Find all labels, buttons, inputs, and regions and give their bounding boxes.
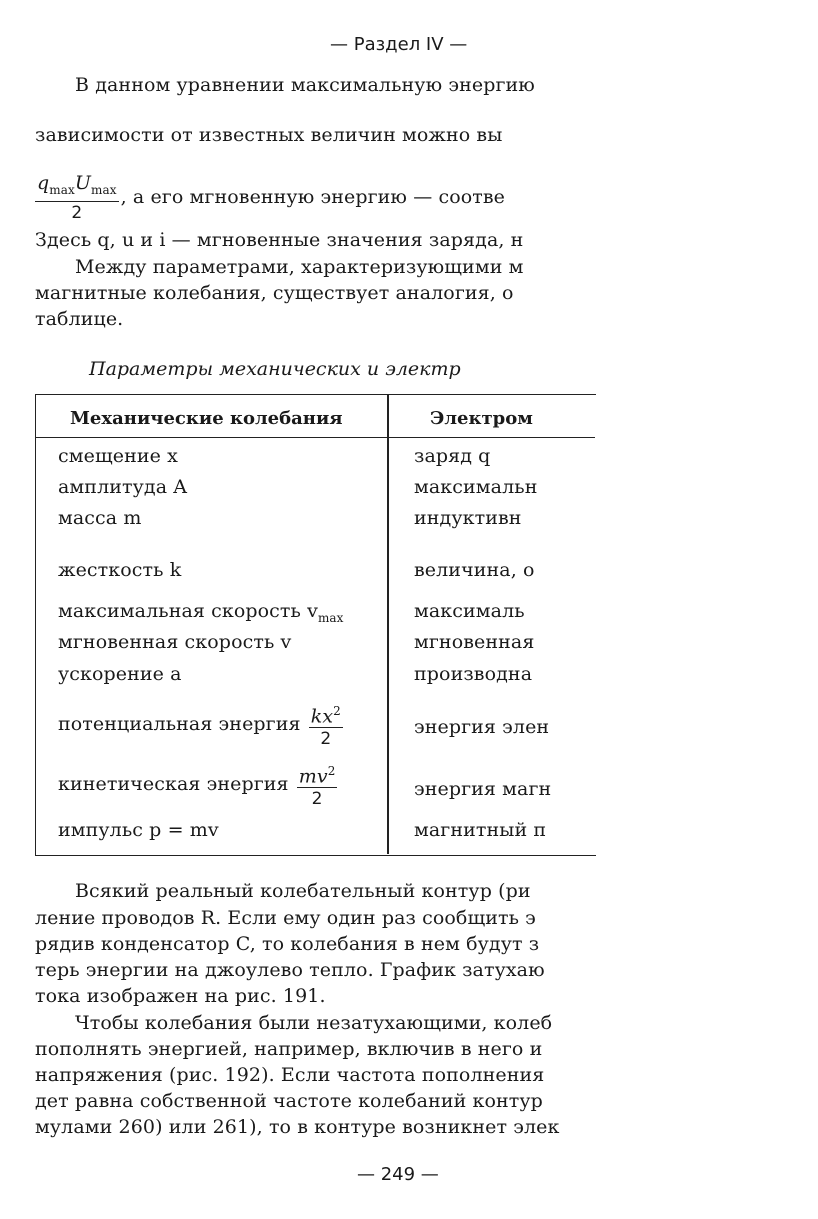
body-line: пополнять энергией, например, включив в него и <box>35 1038 543 1060</box>
table-row-left: смещение x <box>58 445 178 467</box>
intro-line-5: Между параметрами, характеризующими м <box>75 256 524 278</box>
body-line: терь энергии на джоулево тепло. График затухаю <box>35 959 545 981</box>
table-row-right: максимальн <box>414 476 538 498</box>
table-row-left: импульс p = mv <box>58 819 219 841</box>
body-line: дет равна собственной частоте колебаний контур <box>35 1090 543 1112</box>
intro-line-6: магнитные колебания, существует аналогия, о <box>35 282 514 304</box>
body-line: рядив конденсатор C, то колебания в нем будут з <box>35 933 540 955</box>
page-number: — 249 — <box>357 1164 439 1185</box>
body-line: тока изображен на рис. 191. <box>35 985 326 1007</box>
intro-line-2: зависимости от известных величин можно вы <box>35 124 503 146</box>
intro-formula-line: $\frac{q_{max}U_{max}}{2}$ , а его мгновенную энергию — соотве <box>37 172 506 223</box>
table-row-left: максимальная скорость $v_{max}$ <box>58 600 344 625</box>
table-row-left: ускорение a <box>58 663 182 685</box>
intro-line-1: В данном уравнении максимальную энергию <box>75 74 535 96</box>
intro-line-7: таблице. <box>35 308 124 330</box>
table-row-right: заряд q <box>414 445 491 467</box>
table-header-divider <box>35 437 595 438</box>
energy-fraction: $\frac{q_{max}U_{max}}{2}$ <box>37 172 117 223</box>
table-row-left: жесткость k <box>58 559 182 581</box>
potential-energy-fraction: $\frac{kx^2}{2}$ <box>309 700 343 750</box>
table-header-mechanical: Механические колебания <box>70 408 343 429</box>
table-header-electromagnetic: Электром <box>430 408 533 429</box>
table-caption: Параметры механических и электр <box>89 358 461 380</box>
table-row-right: энергия магн <box>414 778 552 800</box>
body-line: Чтобы колебания были незатухающими, колеб <box>75 1012 553 1034</box>
body-line: ление проводов R. Если ему один раз сообщить э <box>35 907 536 929</box>
body-line: Всякий реальный колебательный контур (ри <box>75 880 531 902</box>
table-row-right: производна <box>414 663 533 685</box>
table-row-left: масса m <box>58 507 142 529</box>
table-column-divider <box>387 394 389 854</box>
body-line: напряжения (рис. 192). Если частота пополнения <box>35 1064 545 1086</box>
table-row-right: максималь <box>414 600 525 622</box>
table-row-left: потенциальная энергия $\frac{kx^2}{2}$ <box>58 700 345 750</box>
body-line: мулами 260) или 261), то в контуре возникнет элек <box>35 1116 560 1138</box>
table-row-right: индуктивн <box>414 507 522 529</box>
table-row-left: амплитуда A <box>58 476 188 498</box>
table-row-right: величина, о <box>414 559 535 581</box>
intro-line-4: Здесь q, u и i — мгновенные значения заряда, н <box>35 229 524 251</box>
table-row-right: энергия элен <box>414 716 550 738</box>
table-row-left: кинетическая энергия $\frac{mv^2}{2}$ <box>58 760 339 810</box>
table-row-right: магнитный п <box>414 819 547 841</box>
table-row-left: мгновенная скорость v <box>58 631 292 653</box>
table-row-right: мгновенная <box>414 631 535 653</box>
kinetic-energy-fraction: $\frac{mv^2}{2}$ <box>297 760 338 810</box>
page-header: — Раздел IV — <box>330 34 468 55</box>
